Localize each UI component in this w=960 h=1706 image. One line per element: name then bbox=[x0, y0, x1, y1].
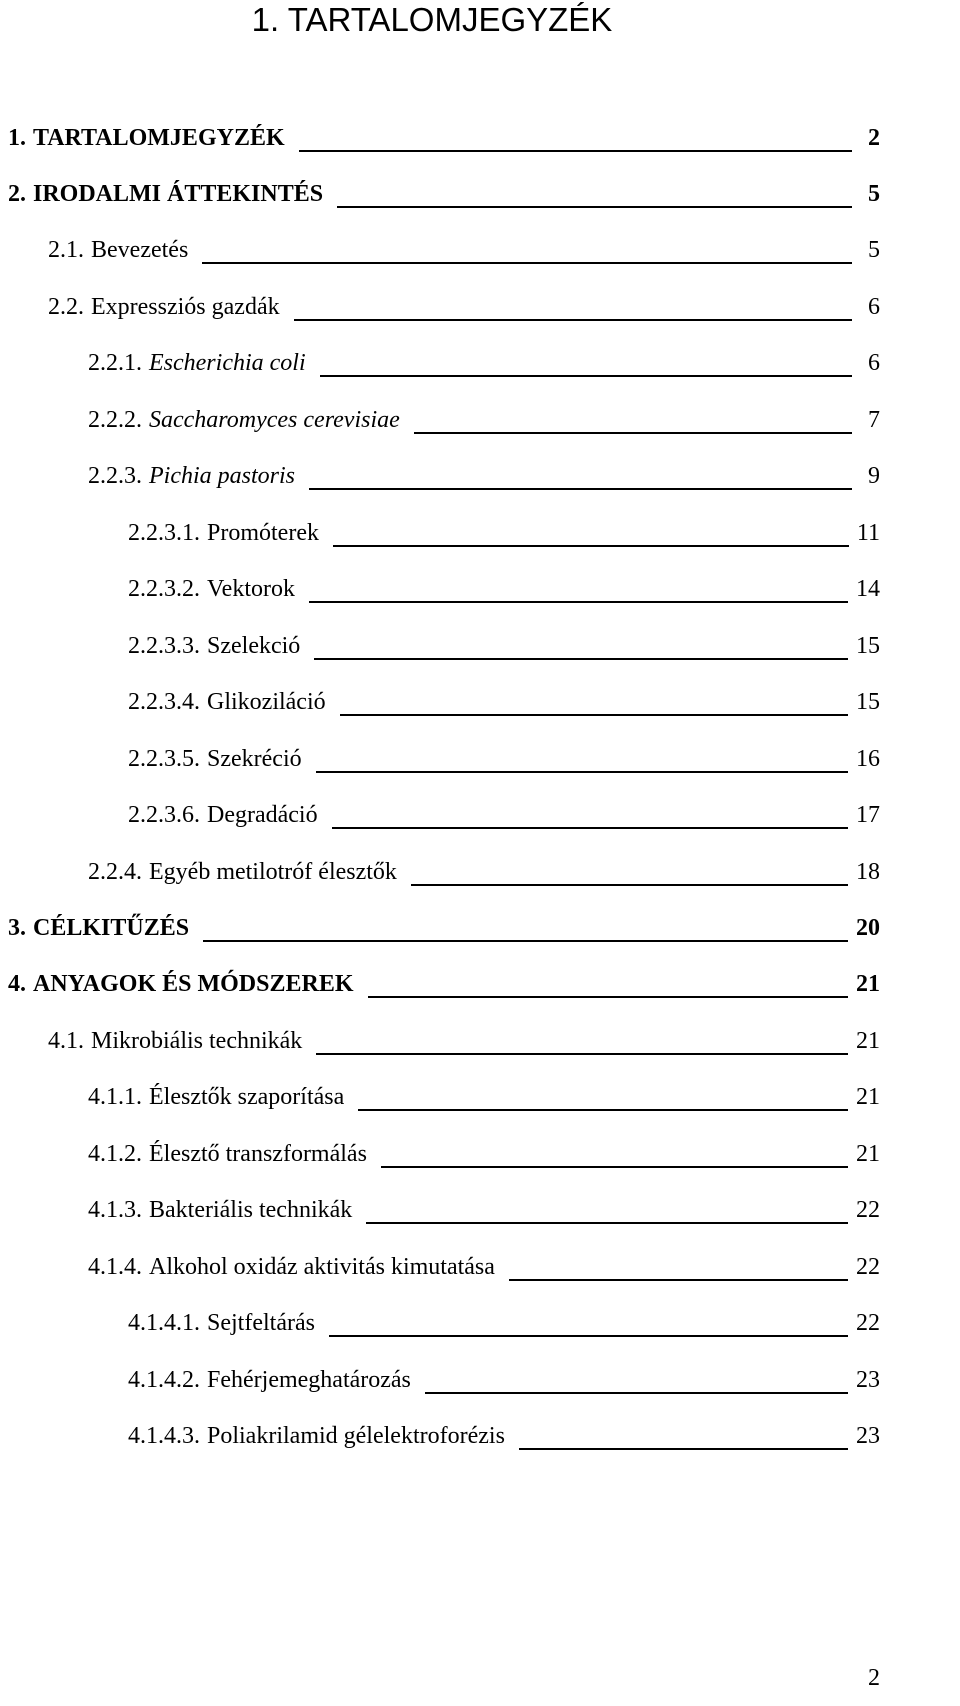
toc-entry-page: 6 bbox=[868, 294, 880, 320]
toc-entry[interactable] bbox=[128, 1416, 880, 1450]
toc-entry[interactable] bbox=[128, 795, 880, 829]
toc-entry-number: 2.2.3.5. bbox=[128, 746, 200, 772]
toc-entry-page: 15 bbox=[856, 689, 880, 715]
toc-entry-number: 4.1.3. bbox=[88, 1197, 142, 1223]
toc-leader-line bbox=[309, 600, 848, 603]
toc-entry-number: 3. bbox=[8, 915, 26, 941]
toc-entry-page: 22 bbox=[856, 1197, 880, 1223]
toc-entry-title: CÉLKITŰZÉS bbox=[33, 915, 190, 941]
toc-leader-line bbox=[316, 770, 848, 773]
toc-leader-line bbox=[203, 939, 848, 942]
toc-leader-line bbox=[337, 205, 852, 208]
toc-entry-page: 22 bbox=[856, 1310, 880, 1336]
toc-entry-number: 2.2.1. bbox=[88, 350, 142, 376]
toc-entry-page: 21 bbox=[856, 1028, 880, 1054]
toc-entry-page: 11 bbox=[856, 520, 880, 546]
toc-entry-title: Pichia pastoris bbox=[149, 463, 296, 489]
toc-entry-number: 4.1.4.3. bbox=[128, 1423, 200, 1449]
toc-entry-number: 4. bbox=[8, 971, 26, 997]
toc-leader-line bbox=[425, 1391, 848, 1394]
toc-entry-page: 22 bbox=[856, 1254, 880, 1280]
toc-leader-line bbox=[316, 1052, 848, 1055]
toc-entry-number: 4.1.4.2. bbox=[128, 1367, 200, 1393]
toc-entry-page: 18 bbox=[856, 859, 880, 885]
toc-entry[interactable] bbox=[88, 343, 880, 377]
page-number: 2 bbox=[868, 1665, 880, 1691]
toc-entry[interactable] bbox=[8, 908, 880, 942]
toc-entry-page: 6 bbox=[868, 350, 880, 376]
toc-entry-number: 2.2.3.6. bbox=[128, 802, 200, 828]
toc-entry[interactable] bbox=[88, 1247, 880, 1281]
toc-entry-page: 20 bbox=[856, 915, 880, 941]
toc-entry-title: Fehérjemeghatározás bbox=[207, 1367, 411, 1393]
toc-entry-number: 4.1.4. bbox=[88, 1254, 142, 1280]
toc-leader-line bbox=[381, 1165, 848, 1168]
toc-entry-title: Expressziós gazdák bbox=[91, 294, 280, 320]
toc-entry-page: 5 bbox=[868, 237, 880, 263]
toc-leader-line bbox=[320, 374, 852, 377]
toc-entry-title: TARTALOMJEGYZÉK bbox=[33, 125, 285, 151]
toc-entry-title: Mikrobiális technikák bbox=[91, 1028, 303, 1054]
toc-entry-title: ANYAGOK ÉS MÓDSZEREK bbox=[33, 971, 354, 997]
toc-entry-number: 2. bbox=[8, 181, 26, 207]
toc-entry-page: 21 bbox=[856, 971, 880, 997]
toc-leader-line bbox=[333, 544, 849, 547]
toc-entry-page: 2 bbox=[868, 125, 880, 151]
toc-entry-number: 2.2.3.1. bbox=[128, 520, 200, 546]
toc-entry-number: 2.2.3.3. bbox=[128, 633, 200, 659]
toc-entry[interactable] bbox=[88, 1077, 880, 1111]
toc-entry-page: 17 bbox=[856, 802, 880, 828]
toc-leader-line bbox=[332, 826, 848, 829]
toc-entry[interactable] bbox=[8, 174, 880, 208]
toc-entry-title: Degradáció bbox=[207, 802, 318, 828]
toc-entry-page: 7 bbox=[868, 407, 880, 433]
toc-entry-title: IRODALMI ÁTTEKINTÉS bbox=[33, 181, 324, 207]
toc-entry[interactable] bbox=[128, 513, 880, 547]
toc-entry[interactable] bbox=[88, 1134, 880, 1168]
toc-entry-number: 1. bbox=[8, 125, 26, 151]
toc-entry-title: Escherichia coli bbox=[149, 350, 306, 376]
toc-leader-line bbox=[329, 1334, 848, 1337]
toc-entry-number: 2.2.3.4. bbox=[128, 689, 200, 715]
toc-leader-line bbox=[366, 1221, 848, 1224]
page-title: 1. TARTALOMJEGYZÉK bbox=[251, 1, 613, 38]
toc-entry-number: 2.2.4. bbox=[88, 859, 142, 885]
toc-entry-title: Élesztő transzformálás bbox=[149, 1141, 367, 1167]
toc-entry[interactable] bbox=[88, 400, 880, 434]
toc-entry-page: 16 bbox=[856, 746, 880, 772]
toc-entry-page: 21 bbox=[856, 1141, 880, 1167]
toc-entry-title: Sejtfeltárás bbox=[207, 1310, 315, 1336]
toc-entry-title: Szelekció bbox=[207, 633, 301, 659]
toc-entry[interactable] bbox=[8, 964, 880, 998]
toc-entry-title: Szekréció bbox=[207, 746, 302, 772]
toc-entry-title: Bevezetés bbox=[91, 237, 189, 263]
toc-entry[interactable] bbox=[128, 739, 880, 773]
toc-entry[interactable] bbox=[48, 1021, 880, 1055]
toc-entry[interactable] bbox=[128, 1360, 880, 1394]
toc-leader-line bbox=[368, 995, 848, 998]
toc-entry-number: 4.1. bbox=[48, 1028, 84, 1054]
toc-leader-line bbox=[294, 318, 852, 321]
toc-entry-page: 15 bbox=[856, 633, 880, 659]
toc-entry-number: 2.2.3.2. bbox=[128, 576, 200, 602]
toc-entry-number: 4.1.4.1. bbox=[128, 1310, 200, 1336]
toc-entry[interactable] bbox=[48, 230, 880, 264]
toc-entry-title: Vektorok bbox=[207, 576, 295, 602]
toc-leader-line bbox=[202, 261, 852, 264]
toc-entry-number: 4.1.2. bbox=[88, 1141, 142, 1167]
toc-entry-number: 2.2.2. bbox=[88, 407, 142, 433]
toc-leader-line bbox=[299, 149, 852, 152]
toc-entry-page: 23 bbox=[856, 1423, 880, 1449]
toc-entry[interactable] bbox=[128, 569, 880, 603]
toc-entry-title: Bakteriális technikák bbox=[149, 1197, 353, 1223]
toc-entry[interactable] bbox=[128, 682, 880, 716]
toc-entry-title: Promóterek bbox=[207, 520, 319, 546]
toc-entry[interactable] bbox=[88, 1190, 880, 1224]
toc-entry[interactable] bbox=[88, 456, 880, 490]
toc-leader-line bbox=[509, 1278, 848, 1281]
toc-leader-line bbox=[340, 713, 848, 716]
toc-entry[interactable] bbox=[128, 626, 880, 660]
toc-entry-title: Élesztők szaporítása bbox=[149, 1084, 345, 1110]
toc-leader-line bbox=[411, 883, 848, 886]
toc-entry-page: 23 bbox=[856, 1367, 880, 1393]
toc-entry[interactable] bbox=[8, 118, 880, 152]
toc-entry-title: Alkohol oxidáz aktivitás kimutatása bbox=[149, 1254, 495, 1280]
toc-leader-line bbox=[414, 431, 852, 434]
toc-entry-page: 21 bbox=[856, 1084, 880, 1110]
toc-entry-page: 9 bbox=[868, 463, 880, 489]
toc-entry[interactable] bbox=[128, 1303, 880, 1337]
toc-leader-line bbox=[358, 1108, 848, 1111]
toc-leader-line bbox=[314, 657, 848, 660]
toc-leader-line bbox=[309, 487, 852, 490]
toc-entry-number: 4.1.1. bbox=[88, 1084, 142, 1110]
toc-entry-number: 2.2. bbox=[48, 294, 84, 320]
toc-entry-title: Egyéb metilotróf élesztők bbox=[149, 859, 397, 885]
toc-entry[interactable] bbox=[88, 852, 880, 886]
toc-entry-title: Poliakrilamid gélelektroforézis bbox=[207, 1423, 505, 1449]
toc-leader-line bbox=[519, 1447, 848, 1450]
toc-entry-title: Saccharomyces cerevisiae bbox=[149, 407, 400, 433]
toc-entry-title: Glikoziláció bbox=[207, 689, 326, 715]
toc-entry-page: 5 bbox=[868, 181, 880, 207]
toc-entry[interactable] bbox=[48, 287, 880, 321]
toc-entry-number: 2.2.3. bbox=[88, 463, 142, 489]
toc-entry-number: 2.1. bbox=[48, 237, 84, 263]
toc-entry-page: 14 bbox=[856, 576, 880, 602]
